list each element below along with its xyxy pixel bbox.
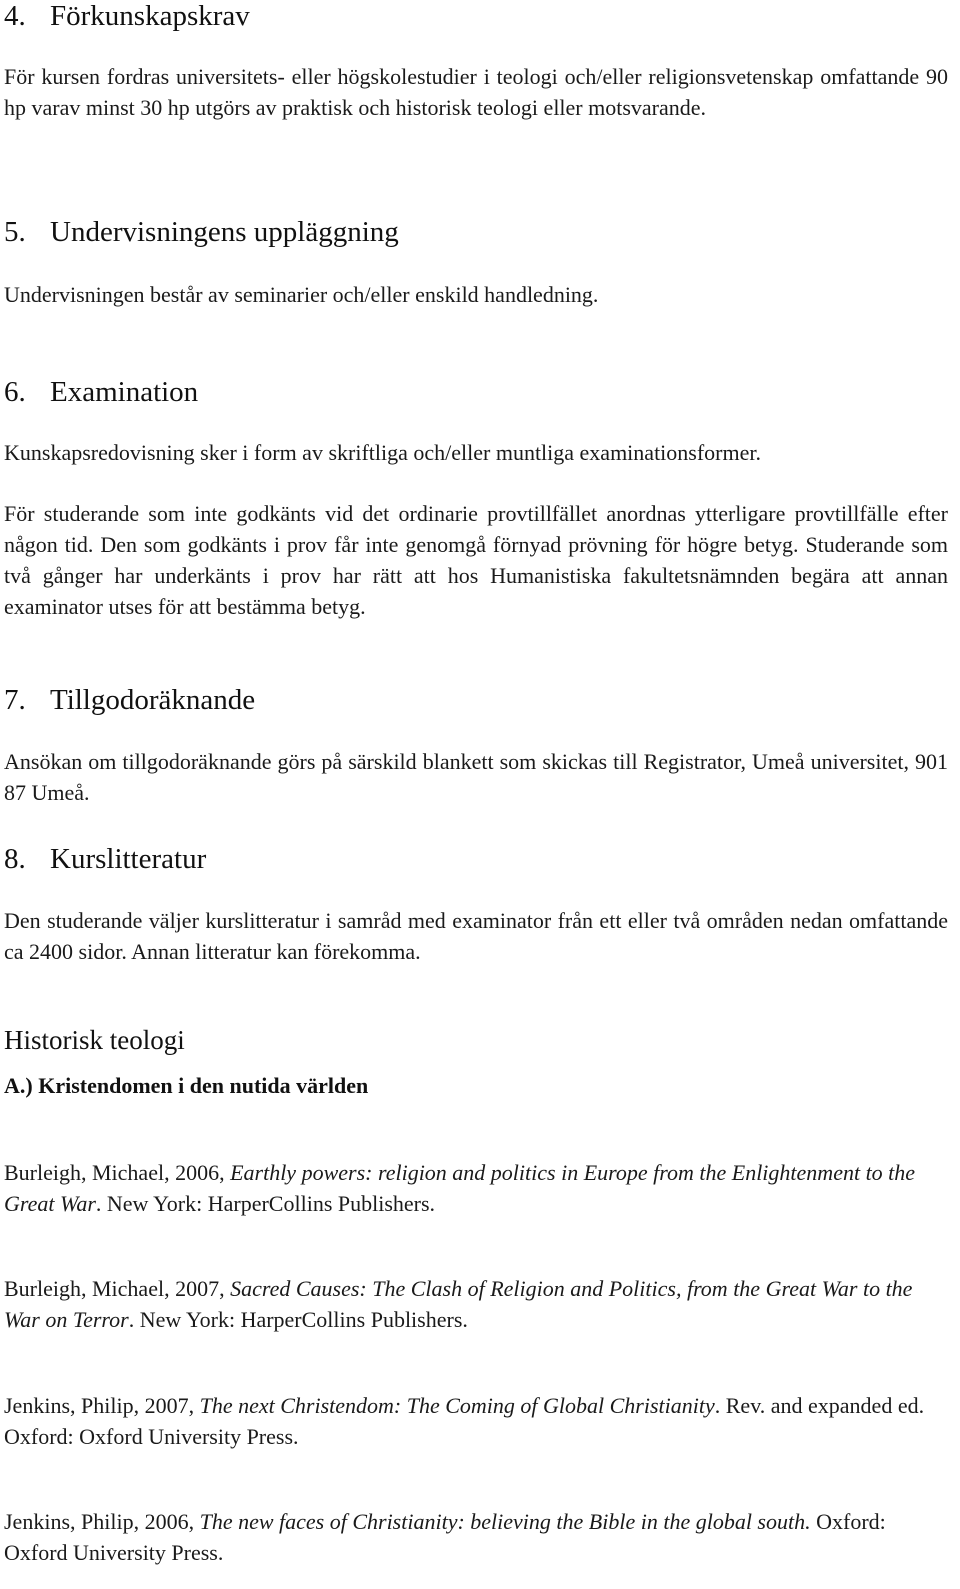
reference-item bbox=[4, 1506, 948, 1568]
reference-item bbox=[4, 1157, 948, 1219]
section-4-text: För kursen fordras universitets- eller högskolestudier i teologi och/eller religionsvetenskap omfattande 90 hp varav minst 30 hp utgörs av praktisk och historisk teologi eller motsvarande. bbox=[4, 64, 948, 120]
reference-publisher: . Rev. and expanded ed. Oxford: Oxford University Press. bbox=[4, 1393, 925, 1449]
section-5-heading bbox=[4, 216, 399, 248]
reference-title: The next Christendom: The Coming of Global Christianity bbox=[199, 1393, 715, 1418]
reference-publisher: Oxford: Oxford University Press. bbox=[4, 1509, 886, 1565]
section-4-number: 4. bbox=[4, 0, 26, 32]
literature-area-title: Historisk teologi bbox=[4, 1025, 185, 1055]
reference-item bbox=[4, 1273, 948, 1335]
section-7-title: Tillgodoräknande bbox=[50, 684, 256, 716]
reference-author-year: Jenkins, Philip, 2007, bbox=[4, 1393, 200, 1418]
section-4-heading bbox=[4, 0, 250, 32]
literature-group-title: A.) Kristendomen i den nutida världen bbox=[4, 1073, 369, 1098]
section-8-heading bbox=[4, 843, 206, 875]
reference-title: The new faces of Christianity: believing the Bible in the global south. bbox=[199, 1509, 811, 1534]
section-7-heading bbox=[4, 684, 255, 716]
reference-author-year: Burleigh, Michael, 2007, bbox=[4, 1276, 231, 1301]
section-7-text: Ansökan om tillgodoräknande görs på särskild blankett som skickas till Registrator, Umeå universitet, 901 87 Umeå. bbox=[4, 749, 948, 805]
section-6-text-1: Kunskapsredovisning sker i form av skriftliga och/eller muntliga examinationsformer. bbox=[4, 440, 761, 465]
section-7-number: 7. bbox=[4, 684, 26, 716]
reference-title: Earthly powers: religion and politics in Europe from the Enlightenment to the Great War bbox=[4, 1160, 916, 1216]
reference-publisher: . New York: HarperCollins Publishers. bbox=[95, 1191, 436, 1216]
section-5-text: Undervisningen består av seminarier och/eller enskild handledning. bbox=[4, 282, 599, 307]
section-8-text: Den studerande väljer kurslitteratur i samråd med examinator från ett eller två områden nedan omfattande ca 2400 sidor. Annan litteratur kan förekomma. bbox=[4, 908, 948, 964]
section-6-title: Examination bbox=[50, 376, 199, 408]
section-8-title: Kurslitteratur bbox=[50, 843, 207, 875]
reference-item bbox=[4, 1390, 948, 1452]
section-6-text-2: För studerande som inte godkänts vid det ordinarie provtillfället anordnas ytterligare provtillfälle efter någon tid. Den som godkänts i prov får inte genomgå förnyad prövning för högre betyg. Studerande som två gånger har underkänts i prov har rätt att hos Humanistiska fakultetsnämnden begära att annan examinator utses för att bestämma betyg. bbox=[4, 501, 948, 619]
section-5-title: Undervisningens uppläggning bbox=[50, 216, 399, 248]
reference-author-year: Jenkins, Philip, 2006, bbox=[4, 1509, 200, 1534]
reference-publisher: . New York: HarperCollins Publishers. bbox=[128, 1307, 468, 1332]
section-6-number: 6. bbox=[4, 376, 26, 408]
reference-author-year: Burleigh, Michael, 2006, bbox=[4, 1160, 231, 1185]
section-6-heading bbox=[4, 376, 198, 408]
section-8-number: 8. bbox=[4, 843, 26, 875]
reference-title: Sacred Causes: The Clash of Religion and Politics, from the Great War to the War on Terror bbox=[4, 1276, 913, 1332]
section-5-number: 5. bbox=[4, 216, 26, 248]
section-4-title: Förkunskapskrav bbox=[50, 0, 250, 32]
